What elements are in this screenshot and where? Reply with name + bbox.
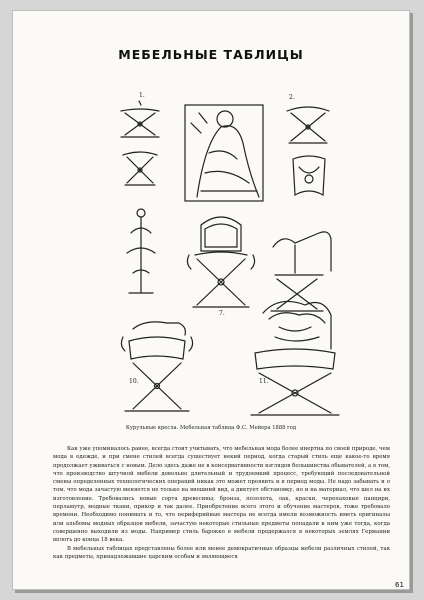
curule-chairs-engraving [109, 83, 349, 423]
book-page [12, 10, 410, 590]
ornate-armchair-figure-9 [251, 301, 339, 415]
curule-chair-figure-6 [187, 217, 254, 307]
svg-text:10.: 10. [129, 378, 139, 385]
svg-text:1.: 1. [139, 92, 145, 99]
body-text [53, 445, 390, 561]
paragraph: В мебельных таблицах представлены более или менее демократичные образцы мебели различных стилей, так как предметы, принадлежавшие царским особам и являющиеся [53, 545, 390, 560]
folding-stool-figure-2 [123, 152, 157, 185]
folding-stool-figure-3 [287, 107, 329, 143]
ornamental-leg-figure-5 [127, 209, 155, 293]
page-number: 61 [395, 581, 404, 589]
page-title: МЕБЕЛЬНЫЕ ТАБЛИЦЫ [118, 47, 304, 62]
svg-text:7.: 7. [219, 310, 225, 317]
svg-text:11.: 11. [259, 378, 269, 385]
svg-text:2.: 2. [289, 94, 295, 101]
armchair-figure-7 [271, 232, 331, 311]
upholstered-chair-figure-8 [121, 322, 192, 411]
plate-caption: Курульные кресла. Мебельная таблица Ф.С. Мейера 1888 год [125, 425, 297, 431]
paragraph: Как уже упоминалось ранее, всегда стоит учитывать, что мебельная мода более инертна по своей природе, чем мода в одежде, и при смене стилей всегда существует некий период, когда старый стиль еще какое-то время продолжает уживаться с новым. Дело здесь даже не в консервативности взглядов большинства обывателей, а в том, что производство штучной мебели довольно длительный и трудоемкий процесс, требующий последовательной смены определенных технологических операций никак это может проявить и в период моды. Не надо забывать и о том, что мода зачастую меняется не только на внешний вид, а диктует обстановку, но и на материал, что шел на их изготовление. Требовались новые сорта древесины, бронза, позолота, лак, краски, черепаховые панцири, перламутр, модные ткани, прикор и так далее. Приобретение всего этого и обучение мастеров, тоже требовало времени. Необходимо понимать и то, что периферийные мастера не всегда имели возможность иметь оригиналы или альбомы модных образцов мебели, зачастую некоторые стильные предметы попадали к ним уже тогда, когда совершенно выходили из моды. Например стиль барокко в мебели продержался в некоторых землях Германии вплоть до конца 18 века. [53, 446, 390, 544]
seated-figure-panel [185, 105, 263, 201]
furniture-plate-illustration [109, 83, 349, 423]
folding-stool-figure-1 [121, 101, 159, 137]
ornate-stool-figure-4 [293, 156, 325, 195]
